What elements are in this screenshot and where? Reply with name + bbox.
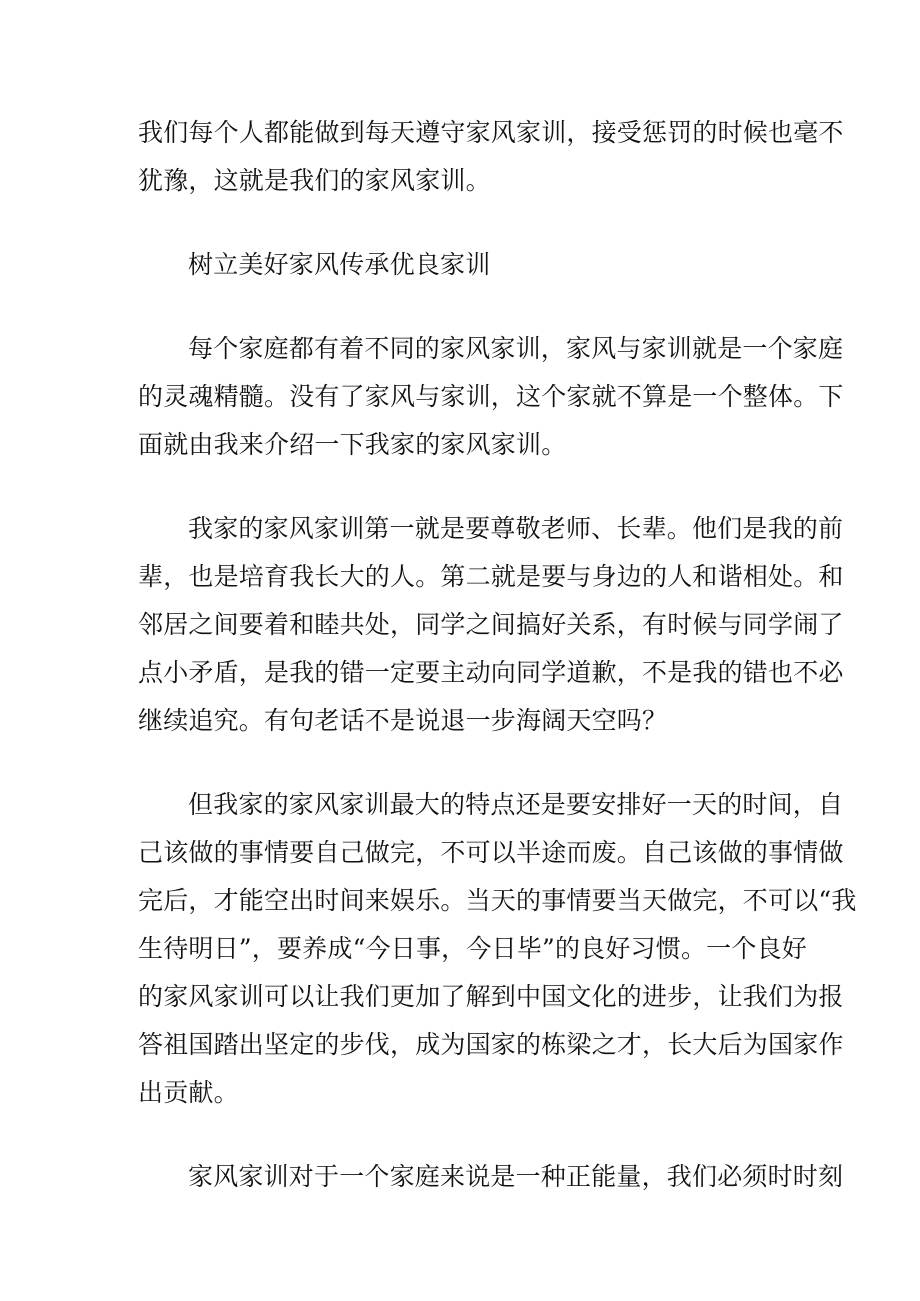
text-line: 我家的家风家训第一就是要尊敬老师、长辈。他们是我的前 — [188, 514, 844, 543]
text-line: 继续追究。有句老话不是说退一步海阔天空吗？ — [138, 706, 668, 735]
text-line: 的灵魂精髓。没有了家风与家训，这个家就不算是一个整体。下 — [138, 382, 844, 411]
text-line: 完后，才能空出时间来娱乐。当天的事情要当天做完，不可以“我 — [138, 886, 857, 915]
text-line: 但我家的家风家训最大的特点还是要安排好一天的时间，自 — [188, 790, 844, 819]
text-line: 邻居之间要着和睦共处，同学之间搞好关系，有时候与同学闹了 — [138, 610, 844, 639]
text-line: 面就由我来介绍一下我家的家风家训。 — [138, 430, 567, 459]
text-line: 出贡献。 — [138, 1078, 239, 1107]
text-line: 家风家训对于一个家庭来说是一种正能量，我们必须时时刻 — [188, 1162, 844, 1191]
text-line: 点小矛盾，是我的错一定要主动向同学道歉，不是我的错也不必 — [138, 658, 844, 687]
text-line: 每个家庭都有着不同的家风家训，家风与家训就是一个家庭 — [188, 334, 844, 363]
text-line: 答祖国踏出坚定的步伐，成为国家的栋梁之才，长大后为国家作 — [138, 1030, 844, 1059]
text-line: 辈，也是培育我长大的人。第二就是要与身边的人和谐相处。和 — [138, 562, 844, 591]
text-line: 生待明日”，要养成“今日事，今日毕”的良好习惯。一个良好 — [138, 934, 807, 963]
text-line: 的家风家训可以让我们更加了解到中国文化的进步，让我们为报 — [138, 982, 844, 1011]
text-line: 犹豫，这就是我们的家风家训。 — [138, 166, 491, 195]
text-line: 我们每个人都能做到每天遵守家风家训，接受惩罚的时候也毫不 — [138, 118, 844, 147]
text-line: 己该做的事情要自己做完，不可以半途而废。自己该做的事情做 — [138, 838, 844, 867]
section-heading: 树立美好家风传承优良家训 — [188, 250, 491, 279]
